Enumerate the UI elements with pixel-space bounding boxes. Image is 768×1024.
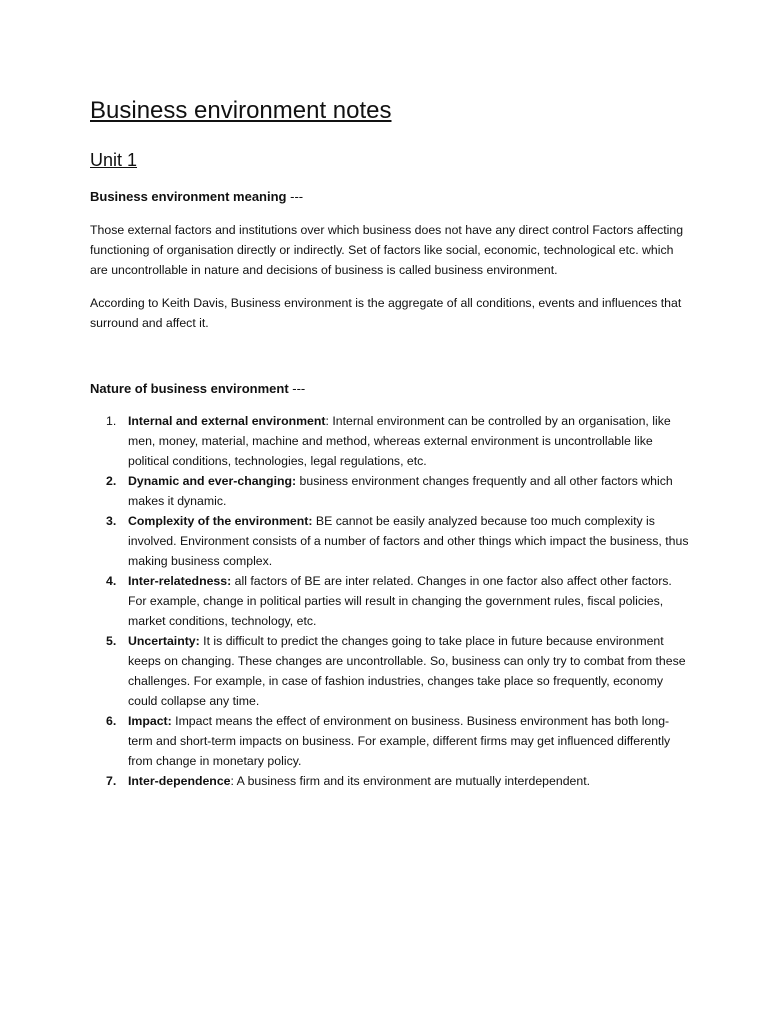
nature-heading-text: Nature of business environment: [90, 381, 289, 396]
list-item-text: It is difficult to predict the changes going to take place in future because environment keeps on changing. These changes are uncontrollable. So, business can only try to combat from these challenges. For example, in case of fashion industries, changes take place so frequently, economy could collapse any time.: [128, 634, 686, 708]
list-item-term: Complexity of the environment:: [128, 514, 313, 528]
document-content: [90, 94, 690, 791]
meaning-paragraph-1: Those external factors and institutions over which business does not have any direct control Factors affecting functioning of organisation directly or indirectly. Set of factors like social, economic, technological etc. which are uncontrollable in nature and decisions of business is called business environment.: [90, 223, 684, 277]
list-item: [90, 511, 690, 571]
list-item-number: 5.: [106, 634, 117, 648]
list-item: [90, 471, 690, 511]
nature-heading: [90, 379, 690, 399]
nature-list: [90, 411, 690, 791]
list-item-text: : Internal environment can be controlled by an organisation, like men, money, material, machine and method, whereas external environment is uncontrollable like political conditions, technologies, legal regulations, etc.: [128, 414, 671, 468]
list-item-term: Inter-dependence: [128, 774, 231, 788]
list-item-number: 3.: [106, 514, 117, 528]
list-item-number: 2.: [106, 474, 117, 488]
list-item-number: 1.: [106, 414, 117, 428]
meaning-heading-suffix: ---: [286, 189, 304, 204]
list-item-number: 4.: [106, 574, 117, 588]
list-item-term: Internal and external environment: [128, 414, 326, 428]
list-item: [90, 571, 690, 631]
list-item-term: Uncertainty:: [128, 634, 200, 648]
list-item-text: all factors of BE are inter related. Changes in one factor also affect other factors. For example, change in political parties will result in changing the government rules, fiscal policies, market conditions, technology, etc.: [128, 574, 672, 628]
unit-title: Unit 1: [90, 150, 138, 170]
list-item-number: 6.: [106, 714, 117, 728]
meaning-heading-text: Business environment meaning: [90, 189, 287, 204]
meaning-paragraph-2: According to Keith Davis, Business environment is the aggregate of all conditions, events and influences that surround and affect it.: [90, 296, 682, 330]
document-title: Business environment notes: [90, 97, 392, 124]
list-item: [90, 631, 690, 711]
meaning-heading: [90, 187, 690, 207]
list-item-text: business environment changes frequently and all other factors which makes it dynamic.: [128, 474, 673, 508]
list-item-number: 7.: [106, 774, 117, 788]
list-item-text: Impact means the effect of environment on business. Business environment has both long-term and short-term impacts on business. For example, different firms may get influenced differently from change in monetary policy.: [128, 714, 671, 768]
list-item-text: : A business firm and its environment are mutually interdependent.: [230, 774, 591, 788]
list-item-term: Impact:: [128, 714, 172, 728]
list-item-term: Dynamic and ever-changing:: [128, 474, 297, 488]
list-item-text: BE cannot be easily analyzed because too much complexity is involved. Environment consists of a number of factors and other things which impact the business, thus making business complex.: [128, 514, 689, 568]
list-item: [90, 771, 690, 791]
list-item: [90, 711, 690, 771]
nature-heading-suffix: ---: [288, 381, 306, 396]
list-item: [90, 411, 690, 471]
list-item-term: Inter-relatedness:: [128, 574, 232, 588]
